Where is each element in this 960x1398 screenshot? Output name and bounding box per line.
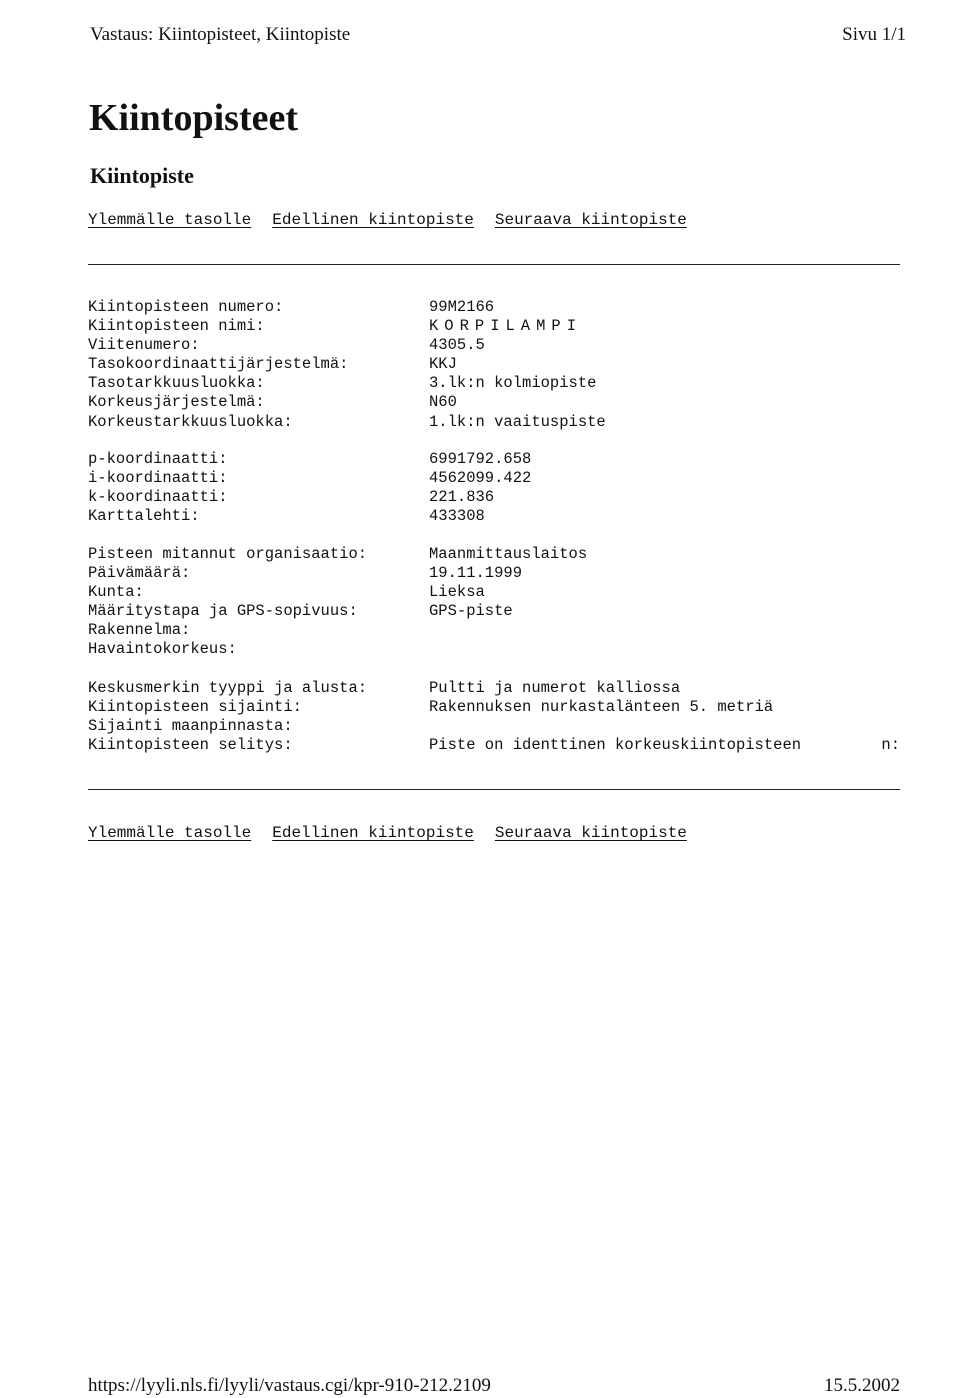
field-row: [88, 507, 900, 526]
point-description-overflow: n:: [881, 736, 900, 755]
field-row: [88, 583, 900, 602]
field-row: [88, 355, 900, 374]
field-row: [88, 298, 900, 317]
field-row: [88, 717, 900, 736]
field-row: [88, 621, 900, 640]
field-label: Rakennelma:: [88, 621, 191, 640]
previous-point-link[interactable]: Edellinen kiintopiste: [272, 824, 474, 842]
plane-accuracy-class-value: 3.lk:n kolmiopiste: [429, 374, 597, 393]
structure-value: [429, 621, 900, 640]
print-header: [90, 24, 906, 46]
up-level-link[interactable]: Ylemmälle tasolle: [88, 211, 252, 229]
point-description-value: Piste on identtinen korkeuskiintopisteen: [429, 736, 802, 755]
print-header-page: Sivu 1/1: [842, 24, 906, 45]
field-row: [88, 564, 900, 583]
reference-number-value: 4305.5: [429, 336, 485, 355]
height-system-value: N60: [429, 393, 457, 412]
field-row: [88, 736, 900, 755]
date-value: 19.11.1999: [429, 564, 523, 583]
field-label: Keskusmerkin tyyppi ja alusta:: [88, 679, 368, 697]
p-coordinate-value: 6991792.658: [429, 450, 532, 468]
point-location-value: Rakennuksen nurkastalänteen 5. metriä: [429, 698, 774, 717]
print-footer: [88, 1375, 900, 1397]
municipality-value: Lieksa: [429, 583, 485, 602]
field-row: [88, 393, 900, 412]
location-fields: [88, 679, 900, 755]
bottom-divider: [88, 789, 900, 790]
field-row: [88, 450, 900, 469]
field-label: Korkeustarkkuusluokka:: [88, 412, 293, 431]
field-row: [88, 488, 900, 507]
point-name-value: KORPILAMPI: [429, 317, 583, 336]
i-coordinate-value: 4562099.422: [429, 469, 532, 488]
field-label: i-koordinaatti:: [88, 469, 228, 488]
observation-height-value: [429, 640, 900, 659]
section-title: Kiintopiste: [90, 163, 194, 188]
field-row: [88, 698, 900, 717]
field-row: [88, 602, 900, 621]
field-row: [88, 545, 900, 564]
bottom-navigation: [88, 824, 687, 842]
field-label: Tasokoordinaattijärjestelmä:: [88, 355, 349, 374]
point-number-value: 99M2166: [429, 298, 495, 316]
field-label: Viitenumero:: [88, 336, 200, 355]
coordinate-fields: [88, 450, 900, 526]
top-divider: [88, 264, 900, 265]
print-header-title: Vastaus: Kiintopisteet, Kiintopiste: [90, 24, 351, 45]
field-label: k-koordinaatti:: [88, 488, 228, 507]
surveying-organisation-value: Maanmittauslaitos: [429, 545, 588, 563]
field-label: Kiintopisteen numero:: [88, 298, 284, 316]
field-row: [88, 413, 900, 432]
field-label: Kiintopisteen nimi:: [88, 317, 265, 336]
location-from-ground-value: [429, 717, 900, 736]
print-footer-date: 15.5.2002: [824, 1375, 900, 1396]
field-row: [88, 469, 900, 488]
field-label: Kiintopisteen selitys:: [88, 736, 293, 755]
field-label: Päivämäärä:: [88, 564, 191, 583]
previous-point-link[interactable]: Edellinen kiintopiste: [272, 211, 474, 229]
field-label: Korkeusjärjestelmä:: [88, 393, 265, 412]
page-title: Kiintopisteet: [89, 97, 298, 139]
field-label: Sijainti maanpinnasta:: [88, 717, 293, 736]
map-sheet-value: 433308: [429, 507, 485, 526]
height-accuracy-class-value: 1.lk:n vaaituspiste: [429, 412, 606, 431]
field-row: [88, 336, 900, 355]
center-mark-type-value: Pultti ja numerot kalliossa: [429, 679, 681, 697]
print-footer-url: https://lyyli.nls.fi/lyyli/vastaus.cgi/kpr-910-212.2109: [88, 1375, 491, 1396]
next-point-link[interactable]: Seuraava kiintopiste: [494, 824, 687, 842]
top-navigation: [88, 211, 687, 229]
identification-fields: [88, 298, 900, 432]
field-row: [88, 640, 900, 659]
field-label: Kunta:: [88, 583, 144, 602]
field-row: [88, 679, 900, 698]
determination-method-value: GPS-piste: [429, 602, 513, 621]
field-row: [88, 317, 900, 336]
k-coordinate-value: 221.836: [429, 488, 495, 507]
field-row: [88, 374, 900, 393]
field-label: p-koordinaatti:: [88, 450, 228, 468]
next-point-link[interactable]: Seuraava kiintopiste: [494, 211, 687, 229]
field-label: Tasotarkkuusluokka:: [88, 374, 265, 393]
field-label: Määritystapa ja GPS-sopivuus:: [88, 602, 358, 621]
plane-coordinate-system-value: KKJ: [429, 355, 457, 374]
field-label: Kiintopisteen sijainti:: [88, 698, 302, 717]
field-label: Karttalehti:: [88, 507, 200, 526]
up-level-link[interactable]: Ylemmälle tasolle: [88, 824, 252, 842]
survey-fields: [88, 545, 900, 660]
field-label: Havaintokorkeus:: [88, 640, 237, 659]
field-label: Pisteen mitannut organisaatio:: [88, 545, 368, 563]
